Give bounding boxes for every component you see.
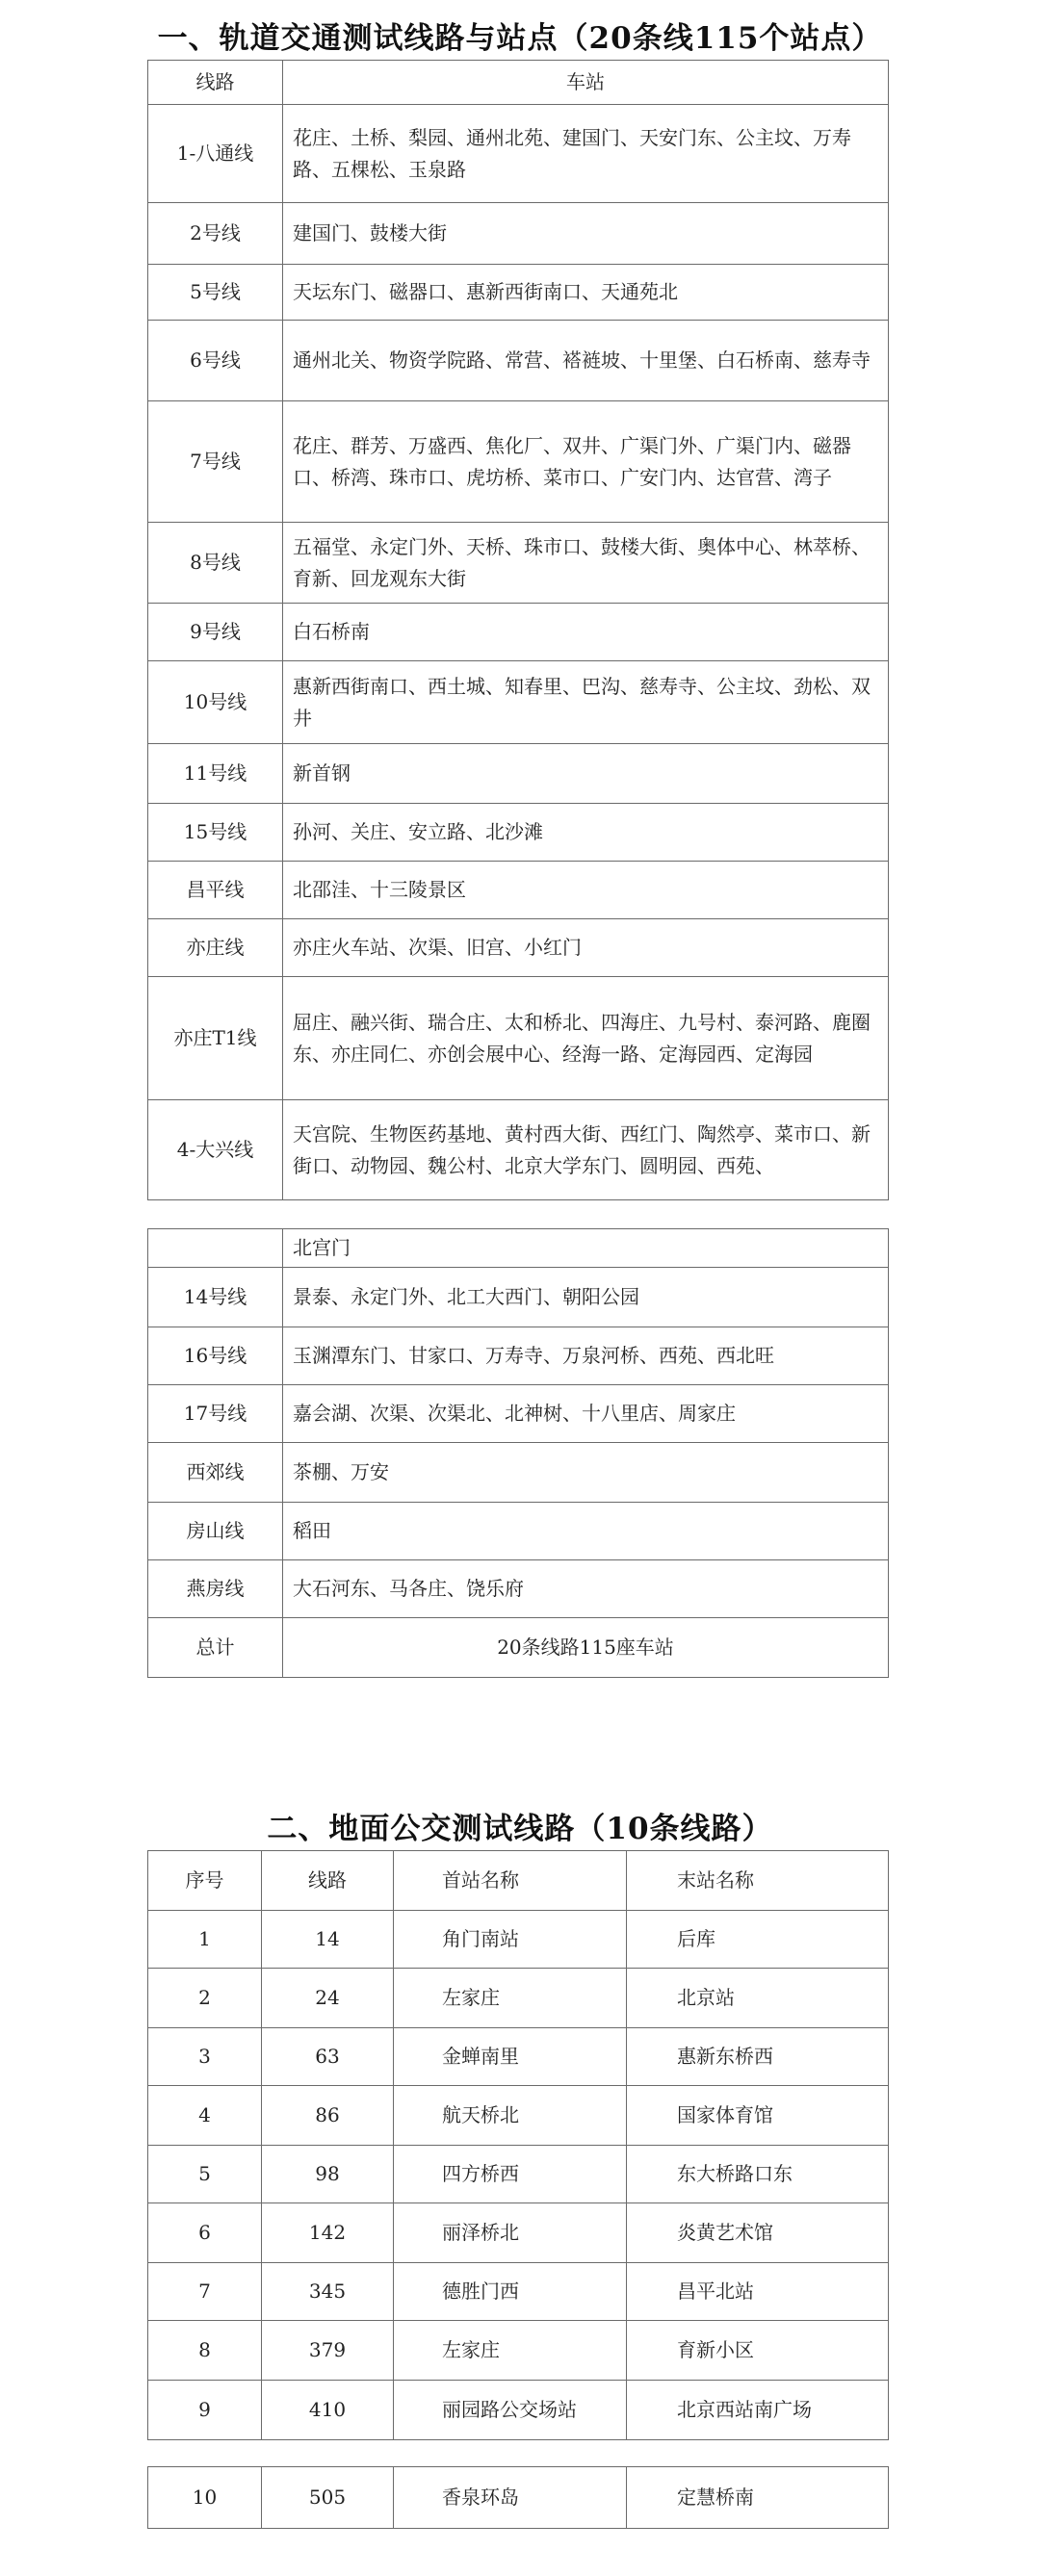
header-line: 线路 xyxy=(148,61,283,105)
line-name: 西郊线 xyxy=(148,1443,283,1503)
table-row xyxy=(148,2321,889,2381)
line-stations: 新首钢 xyxy=(283,744,889,804)
route: 14 xyxy=(262,1911,394,1969)
table-row xyxy=(148,1560,889,1618)
line-stations: 花庄、群芳、万盛西、焦化厂、双井、广渠门外、广渠门内、磁器口、桥湾、珠市口、虎坊桥、菜市口、广安门内、达官营、湾子 xyxy=(283,401,889,523)
line-stations: 惠新西街南口、西土城、知春里、巴沟、慈寿寺、公主坟、劲松、双井 xyxy=(283,661,889,744)
line-stations: 亦庄火车站、次渠、旧宫、小红门 xyxy=(283,919,889,977)
start-station: 香泉环岛 xyxy=(394,2467,627,2529)
table-row xyxy=(148,523,889,604)
end-station: 北京西站南广场 xyxy=(627,2381,889,2440)
line-name: 6号线 xyxy=(148,321,283,401)
bus-table-part2 xyxy=(147,2466,889,2529)
total-row xyxy=(148,1618,889,1678)
seq: 7 xyxy=(148,2263,262,2321)
route: 505 xyxy=(262,2467,394,2529)
start-station: 丽泽桥北 xyxy=(394,2203,627,2263)
end-station: 定慧桥南 xyxy=(627,2467,889,2529)
line-name: 11号线 xyxy=(148,744,283,804)
line-stations: 天宫院、生物医药基地、黄村西大街、西红门、陶然亭、菜市口、新街口、动物园、魏公村、北京大学东门、圆明园、西苑、 xyxy=(283,1100,889,1200)
table-row xyxy=(148,744,889,804)
line-name xyxy=(148,1229,283,1268)
start-station: 德胜门西 xyxy=(394,2263,627,2321)
total-label: 总计 xyxy=(148,1618,283,1678)
line-stations: 大石河东、马各庄、饶乐府 xyxy=(283,1560,889,1618)
line-stations: 建国门、鼓楼大街 xyxy=(283,203,889,265)
table-row xyxy=(148,1100,889,1200)
route: 63 xyxy=(262,2028,394,2086)
table-row xyxy=(148,862,889,919)
table-row xyxy=(148,661,889,744)
end-station: 国家体育馆 xyxy=(627,2086,889,2146)
line-name: 8号线 xyxy=(148,523,283,604)
line-name: 9号线 xyxy=(148,604,283,661)
table-row xyxy=(148,1969,889,2028)
table-row xyxy=(148,265,889,321)
header-start: 首站名称 xyxy=(394,1851,627,1911)
line-stations: 花庄、土桥、梨园、通州北苑、建国门、天安门东、公主坟、万寿路、五棵松、玉泉路 xyxy=(283,105,889,203)
seq: 1 xyxy=(148,1911,262,1969)
end-station: 惠新东桥西 xyxy=(627,2028,889,2086)
table-row xyxy=(148,2467,889,2529)
rail-header-row xyxy=(148,61,889,105)
line-stations: 五福堂、永定门外、天桥、珠市口、鼓楼大街、奥体中心、林萃桥、育新、回龙观东大街 xyxy=(283,523,889,604)
line-name: 2号线 xyxy=(148,203,283,265)
table-row xyxy=(148,203,889,265)
table-row xyxy=(148,804,889,862)
line-stations: 白石桥南 xyxy=(283,604,889,661)
table-row xyxy=(148,2086,889,2146)
seq: 4 xyxy=(148,2086,262,2146)
route: 379 xyxy=(262,2321,394,2381)
line-stations: 屈庄、融兴街、瑞合庄、太和桥北、四海庄、九号村、泰河路、鹿圈东、亦庄同仁、亦创会展中心、经海一路、定海园西、定海园 xyxy=(283,977,889,1100)
line-stations: 孙河、关庄、安立路、北沙滩 xyxy=(283,804,889,862)
line-name: 16号线 xyxy=(148,1327,283,1385)
line-stations: 通州北关、物资学院路、常营、褡裢坡、十里堡、白石桥南、慈寿寺 xyxy=(283,321,889,401)
seq: 10 xyxy=(148,2467,262,2529)
table-row xyxy=(148,2028,889,2086)
line-name: 17号线 xyxy=(148,1385,283,1443)
seq: 2 xyxy=(148,1969,262,2028)
end-station: 炎黄艺术馆 xyxy=(627,2203,889,2263)
header-end: 末站名称 xyxy=(627,1851,889,1911)
end-station: 北京站 xyxy=(627,1969,889,2028)
table-row xyxy=(148,1443,889,1503)
header-seq: 序号 xyxy=(148,1851,262,1911)
route: 345 xyxy=(262,2263,394,2321)
line-stations: 玉渊潭东门、甘家口、万寿寺、万泉河桥、西苑、西北旺 xyxy=(283,1327,889,1385)
line-name: 亦庄T1线 xyxy=(148,977,283,1100)
line-name: 7号线 xyxy=(148,401,283,523)
start-station: 角门南站 xyxy=(394,1911,627,1969)
line-stations: 嘉会湖、次渠、次渠北、北神树、十八里店、周家庄 xyxy=(283,1385,889,1443)
table-row xyxy=(148,1268,889,1327)
seq: 3 xyxy=(148,2028,262,2086)
end-station: 后库 xyxy=(627,1911,889,1969)
bus-header-row xyxy=(148,1851,889,1911)
table-row xyxy=(148,321,889,401)
table-row xyxy=(148,1327,889,1385)
line-name: 14号线 xyxy=(148,1268,283,1327)
end-station: 东大桥路口东 xyxy=(627,2146,889,2203)
line-name: 1-八通线 xyxy=(148,105,283,203)
table-row xyxy=(148,2203,889,2263)
table-row xyxy=(148,1503,889,1560)
header-stations: 车站 xyxy=(283,61,889,105)
start-station: 航天桥北 xyxy=(394,2086,627,2146)
end-station: 昌平北站 xyxy=(627,2263,889,2321)
line-stations: 天坛东门、磁器口、惠新西街南口、天通苑北 xyxy=(283,265,889,321)
table-row xyxy=(148,2381,889,2440)
route: 24 xyxy=(262,1969,394,2028)
line-name: 5号线 xyxy=(148,265,283,321)
table-row xyxy=(148,1385,889,1443)
line-stations: 茶棚、万安 xyxy=(283,1443,889,1503)
start-station: 金蝉南里 xyxy=(394,2028,627,2086)
table-row xyxy=(148,2146,889,2203)
table-row xyxy=(148,401,889,523)
line-name: 亦庄线 xyxy=(148,919,283,977)
bus-table-part1 xyxy=(147,1850,889,2440)
line-stations: 景泰、永定门外、北工大西门、朝阳公园 xyxy=(283,1268,889,1327)
start-station: 左家庄 xyxy=(394,2321,627,2381)
section1-title: 一、轨道交通测试线路与站点（20条线115个站点） xyxy=(157,21,883,56)
line-name: 4-大兴线 xyxy=(148,1100,283,1200)
line-name: 15号线 xyxy=(148,804,283,862)
start-station: 四方桥西 xyxy=(394,2146,627,2203)
table-row xyxy=(148,105,889,203)
seq: 9 xyxy=(148,2381,262,2440)
seq: 8 xyxy=(148,2321,262,2381)
start-station: 左家庄 xyxy=(394,1969,627,2028)
route: 142 xyxy=(262,2203,394,2263)
route: 86 xyxy=(262,2086,394,2146)
end-station: 育新小区 xyxy=(627,2321,889,2381)
seq: 6 xyxy=(148,2203,262,2263)
total-value: 20条线路115座车站 xyxy=(283,1618,889,1678)
line-stations: 北邵洼、十三陵景区 xyxy=(283,862,889,919)
line-name: 房山线 xyxy=(148,1503,283,1560)
start-station: 丽园路公交场站 xyxy=(394,2381,627,2440)
seq: 5 xyxy=(148,2146,262,2203)
table-row xyxy=(148,977,889,1100)
table-row xyxy=(148,604,889,661)
rail-table-part1 xyxy=(147,60,889,1200)
section2-title: 二、地面公交测试线路（10条线路） xyxy=(267,1812,773,1846)
route: 98 xyxy=(262,2146,394,2203)
line-name: 燕房线 xyxy=(148,1560,283,1618)
table-row xyxy=(148,2263,889,2321)
table-row xyxy=(148,919,889,977)
route: 410 xyxy=(262,2381,394,2440)
line-stations: 稻田 xyxy=(283,1503,889,1560)
line-name: 10号线 xyxy=(148,661,283,744)
line-name: 昌平线 xyxy=(148,862,283,919)
line-stations: 北宫门 xyxy=(283,1229,889,1268)
table-row xyxy=(148,1229,889,1268)
table-row xyxy=(148,1911,889,1969)
rail-table-part2 xyxy=(147,1228,889,1678)
header-route: 线路 xyxy=(262,1851,394,1911)
